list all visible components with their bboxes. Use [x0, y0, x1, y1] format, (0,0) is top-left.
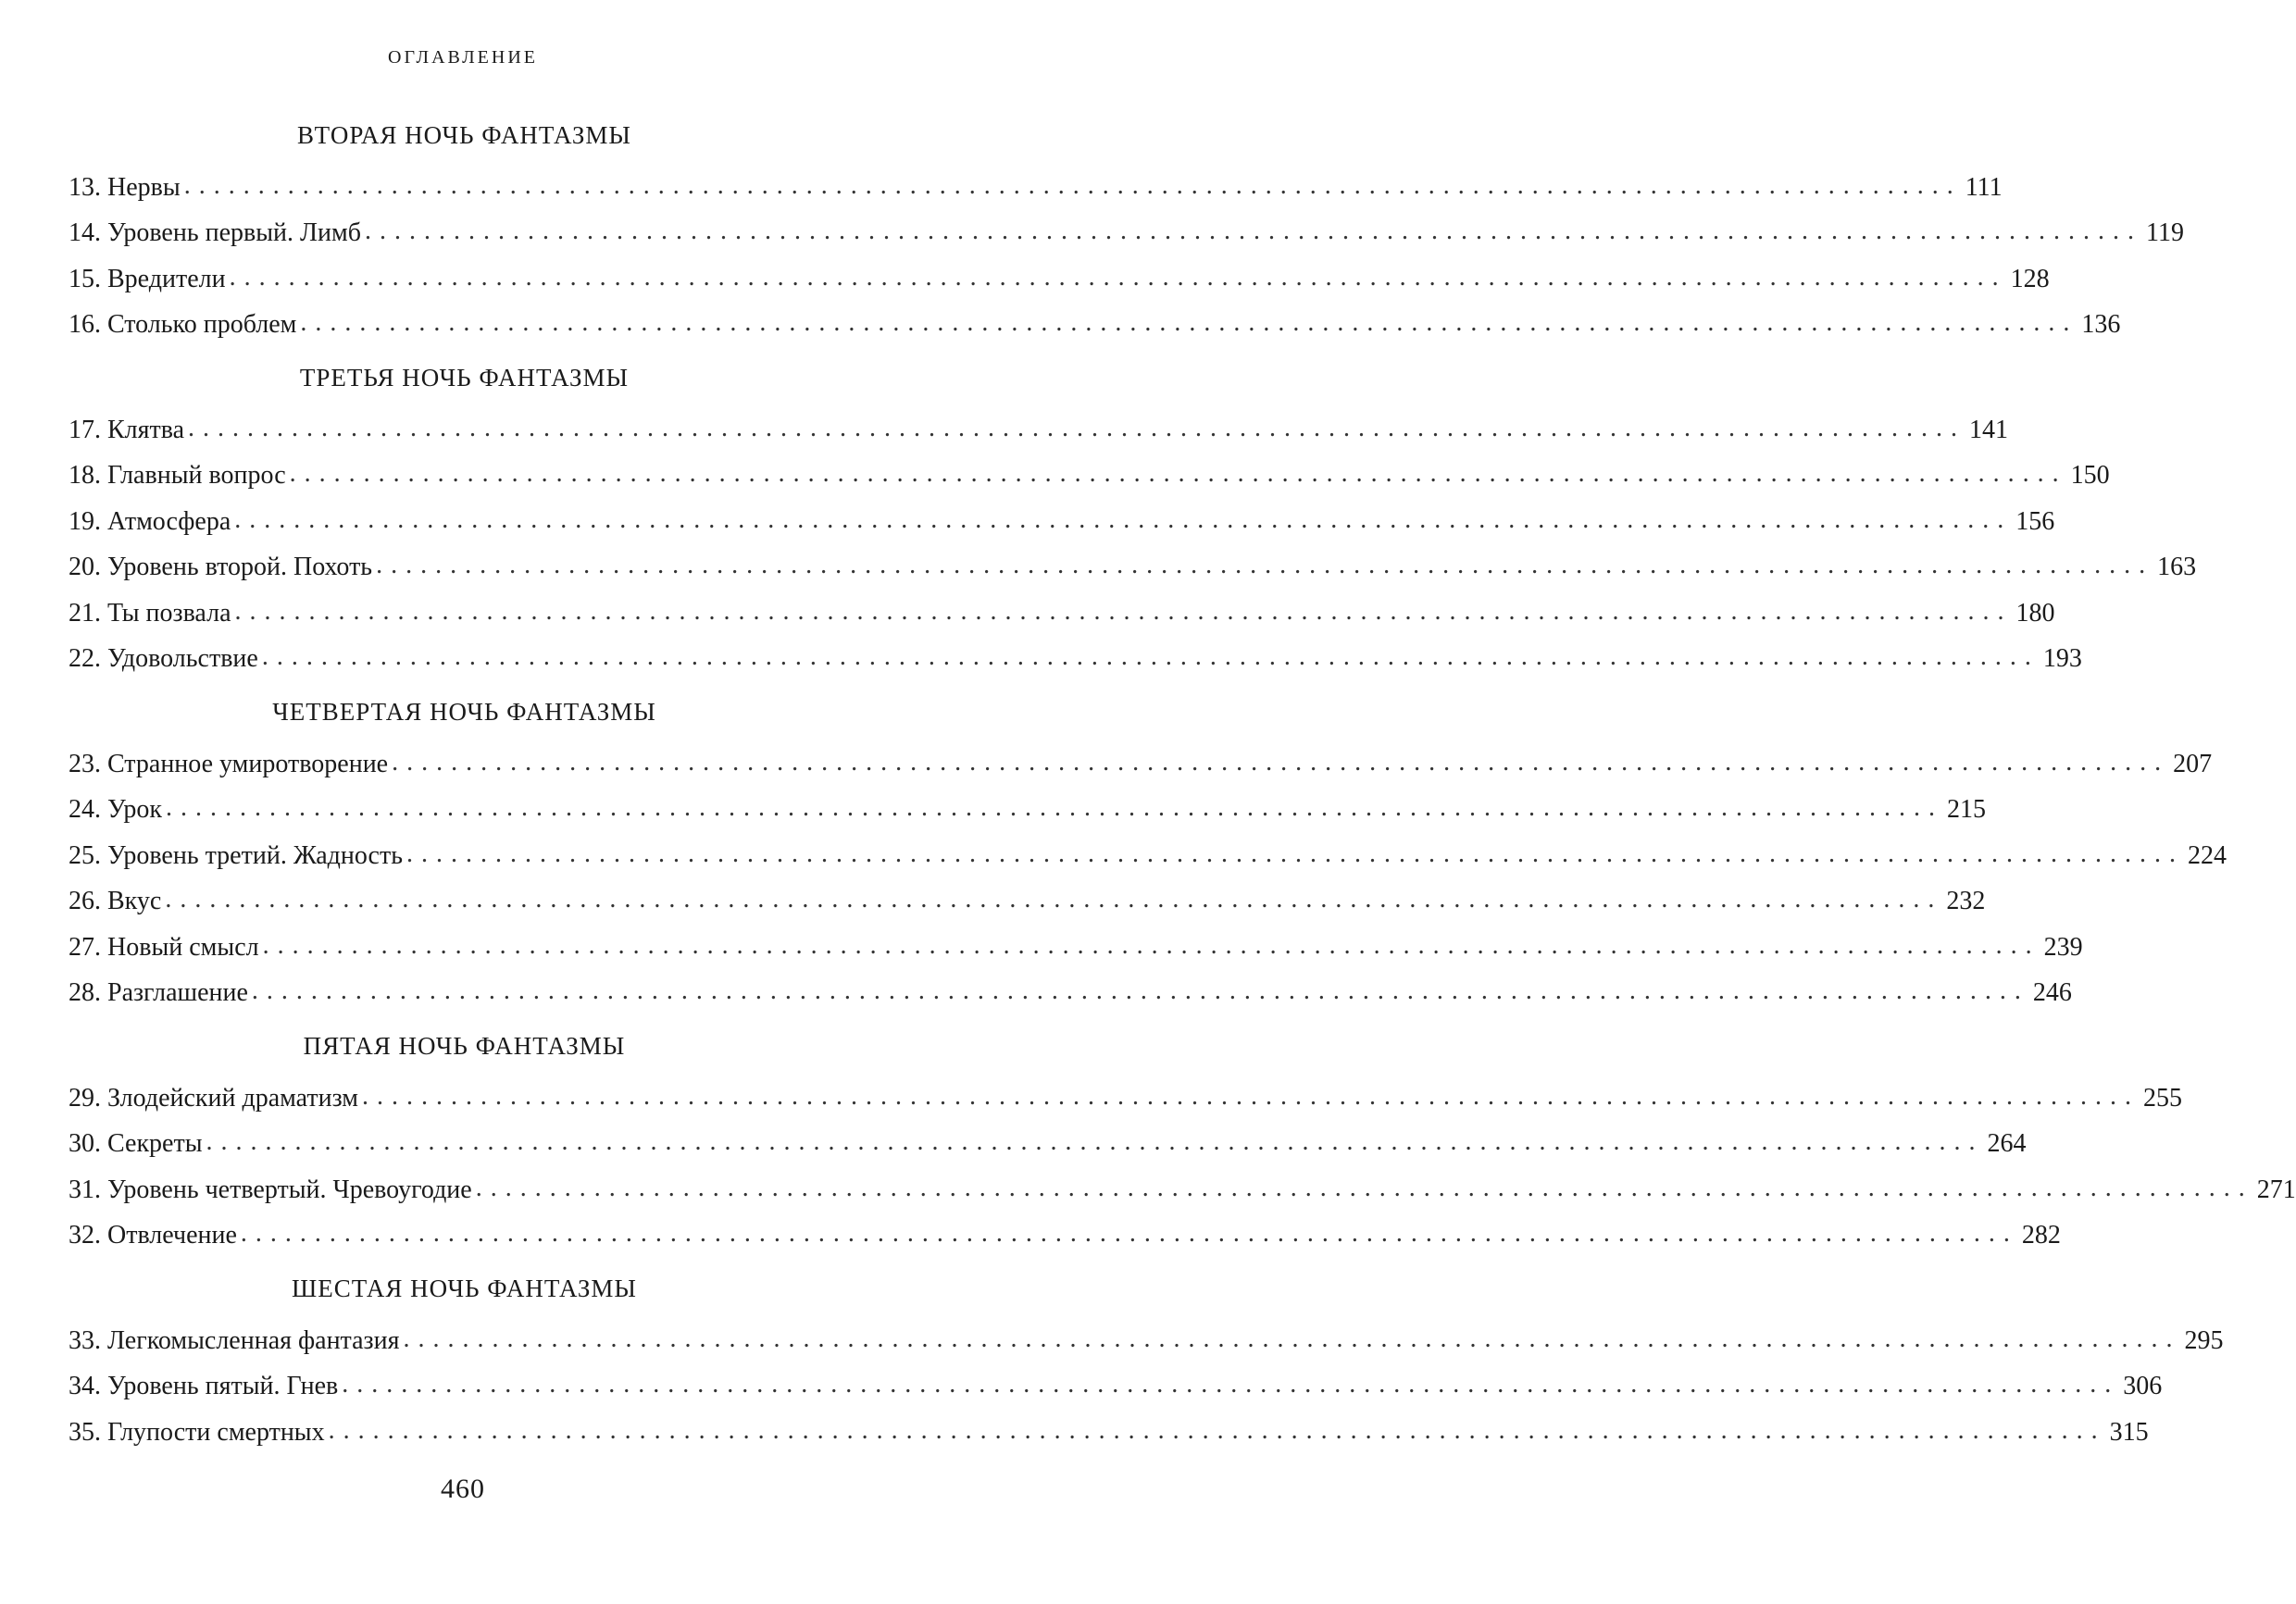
section-heading: ШЕСТАЯ НОЧЬ ФАНТАЗМЫ — [292, 1274, 637, 1302]
toc-entry — [69, 833, 2227, 879]
toc-entry — [69, 1213, 2061, 1260]
chapter-page-number: 180 — [2015, 598, 2055, 628]
chapter-page-number: 282 — [2021, 1221, 2061, 1250]
toc-entry — [69, 1364, 2163, 1411]
chapter-title: 35. Глупости смертных — [69, 1417, 325, 1447]
chapter-page-number: 128 — [2010, 264, 2050, 293]
chapter-title: 28. Разглашение — [69, 978, 248, 1008]
toc-section — [69, 1266, 2224, 1456]
chapter-title: 30. Секреты — [69, 1129, 203, 1159]
toc-section — [69, 113, 2184, 348]
chapter-page-number: 271 — [2256, 1175, 2296, 1204]
toc-entry — [69, 165, 2003, 211]
dot-leader: ........................................................................................................................ — [392, 747, 2170, 777]
toc-entry — [69, 256, 2050, 303]
chapter-title: 31. Уровень четвертый. Чревоугодие — [69, 1175, 472, 1204]
dot-leader: ........................................................................................................................ — [376, 551, 2154, 580]
chapter-title: 32. Отвлечение — [69, 1221, 237, 1250]
chapter-page-number: 207 — [2173, 749, 2213, 778]
section-heading: ЧЕТВЕРТАЯ НОЧЬ ФАНТАЗМЫ — [272, 698, 656, 726]
chapter-page-number: 246 — [2032, 978, 2072, 1008]
chapter-page-number: 232 — [1946, 887, 1986, 916]
toc-entry — [69, 499, 2055, 545]
toc-entry — [69, 879, 1986, 926]
dot-leader: ........................................................................................................................ — [165, 793, 1943, 823]
toc-entry — [69, 788, 1986, 834]
dot-leader: ........................................................................................................................ — [188, 413, 1966, 442]
chapter-title: 22. Удовольствие — [69, 644, 258, 674]
dot-leader: ........................................................................................................................ — [328, 1415, 2106, 1445]
dot-leader: ........................................................................................................................ — [251, 976, 2029, 1006]
section-heading: ТРЕТЬЯ НОЧЬ ФАНТАЗМЫ — [299, 364, 630, 392]
chapter-page-number: 163 — [2157, 553, 2197, 582]
toc-entry — [69, 303, 2121, 349]
toc-section — [69, 1024, 2296, 1259]
chapter-page-number: 150 — [2070, 461, 2110, 491]
dot-leader: ........................................................................................................................ — [364, 217, 2142, 246]
chapter-page-number: 141 — [1969, 415, 2009, 444]
chapter-title: 23. Странное умиротворение — [69, 749, 389, 778]
toc-entry — [69, 407, 2009, 454]
chapter-page-number: 315 — [2109, 1417, 2149, 1447]
toc-entry — [69, 637, 2082, 683]
dot-leader: ........................................................................................................................ — [229, 262, 2007, 292]
table-of-contents — [69, 113, 2296, 1456]
chapter-title: 27. Новый смысл — [69, 932, 259, 962]
dot-leader: ........................................................................................................................ — [183, 170, 1962, 200]
dot-leader: ........................................................................................................................ — [300, 308, 2078, 338]
chapter-title: 29. Злодейский драматизм — [69, 1083, 358, 1113]
chapter-title: 26. Вкус — [69, 887, 162, 916]
dot-leader: ........................................................................................................................ — [165, 885, 1943, 914]
chapter-title: 20. Уровень второй. Похоть — [69, 553, 373, 582]
toc-entry — [69, 1076, 2182, 1122]
dot-leader: ........................................................................................................................ — [262, 930, 2040, 960]
chapter-title: 13. Нервы — [69, 172, 181, 202]
chapter-title: 14. Уровень первый. Лимб — [69, 218, 361, 248]
dot-leader: ........................................................................................................................ — [475, 1173, 2253, 1202]
dot-leader: ........................................................................................................................ — [234, 504, 2013, 534]
dot-leader: ........................................................................................................................ — [362, 1081, 2140, 1111]
dot-leader: ........................................................................................................................ — [240, 1219, 2018, 1249]
chapter-title: 19. Атмосфера — [69, 506, 231, 536]
chapter-page-number: 136 — [2081, 310, 2121, 340]
page-number: 460 — [441, 1473, 485, 1504]
chapter-page-number: 156 — [2015, 506, 2055, 536]
section-heading: ПЯТАЯ НОЧЬ ФАНТАЗМЫ — [303, 1032, 626, 1060]
chapter-page-number: 215 — [1946, 795, 1986, 825]
toc-title: оглавление — [388, 41, 538, 69]
toc-entry — [69, 741, 2213, 788]
dot-leader: ........................................................................................................................ — [342, 1370, 2120, 1399]
chapter-title: 18. Главный вопрос — [69, 461, 286, 491]
chapter-title: 25. Уровень третий. Жадность — [69, 840, 403, 870]
chapter-page-number: 239 — [2043, 932, 2083, 962]
toc-entry — [69, 591, 2055, 637]
dot-leader: ........................................................................................................................ — [289, 459, 2067, 489]
chapter-title: 17. Клятва — [69, 415, 185, 444]
chapter-page-number: 119 — [2145, 218, 2184, 248]
chapter-title: 15. Вредители — [69, 264, 226, 293]
chapter-title: 34. Уровень пятый. Гнев — [69, 1372, 339, 1401]
toc-entry — [69, 925, 2083, 971]
toc-entry — [69, 1318, 2224, 1364]
chapter-page-number: 295 — [2184, 1325, 2224, 1355]
dot-leader: ........................................................................................................................ — [261, 642, 2040, 672]
dot-leader: ........................................................................................................................ — [406, 839, 2184, 868]
chapter-page-number: 111 — [1965, 172, 2003, 202]
toc-entry — [69, 545, 2197, 591]
toc-entry — [69, 1167, 2296, 1213]
toc-section — [69, 355, 2197, 682]
toc-entry — [69, 454, 2110, 500]
chapter-page-number: 224 — [2188, 840, 2227, 870]
chapter-page-number: 193 — [2042, 644, 2082, 674]
toc-entry — [69, 971, 2072, 1017]
toc-entry — [69, 1122, 2027, 1168]
dot-leader: ........................................................................................................................ — [206, 1127, 1984, 1157]
dot-leader: ........................................................................................................................ — [234, 596, 2013, 626]
chapter-title: 33. Легкомысленная фантазия — [69, 1325, 400, 1355]
toc-entry — [69, 211, 2184, 257]
chapter-page-number: 264 — [1987, 1129, 2027, 1159]
toc-entry — [69, 1410, 2149, 1456]
chapter-title: 21. Ты позвала — [69, 598, 231, 628]
dot-leader: ........................................................................................................................ — [403, 1324, 2181, 1353]
chapter-page-number: 255 — [2143, 1083, 2182, 1113]
chapter-title: 16. Столько проблем — [69, 310, 297, 340]
chapter-title: 24. Урок — [69, 795, 162, 825]
toc-section — [69, 690, 2227, 1016]
section-heading: ВТОРАЯ НОЧЬ ФАНТАЗМЫ — [297, 121, 631, 149]
chapter-page-number: 306 — [2123, 1372, 2163, 1401]
